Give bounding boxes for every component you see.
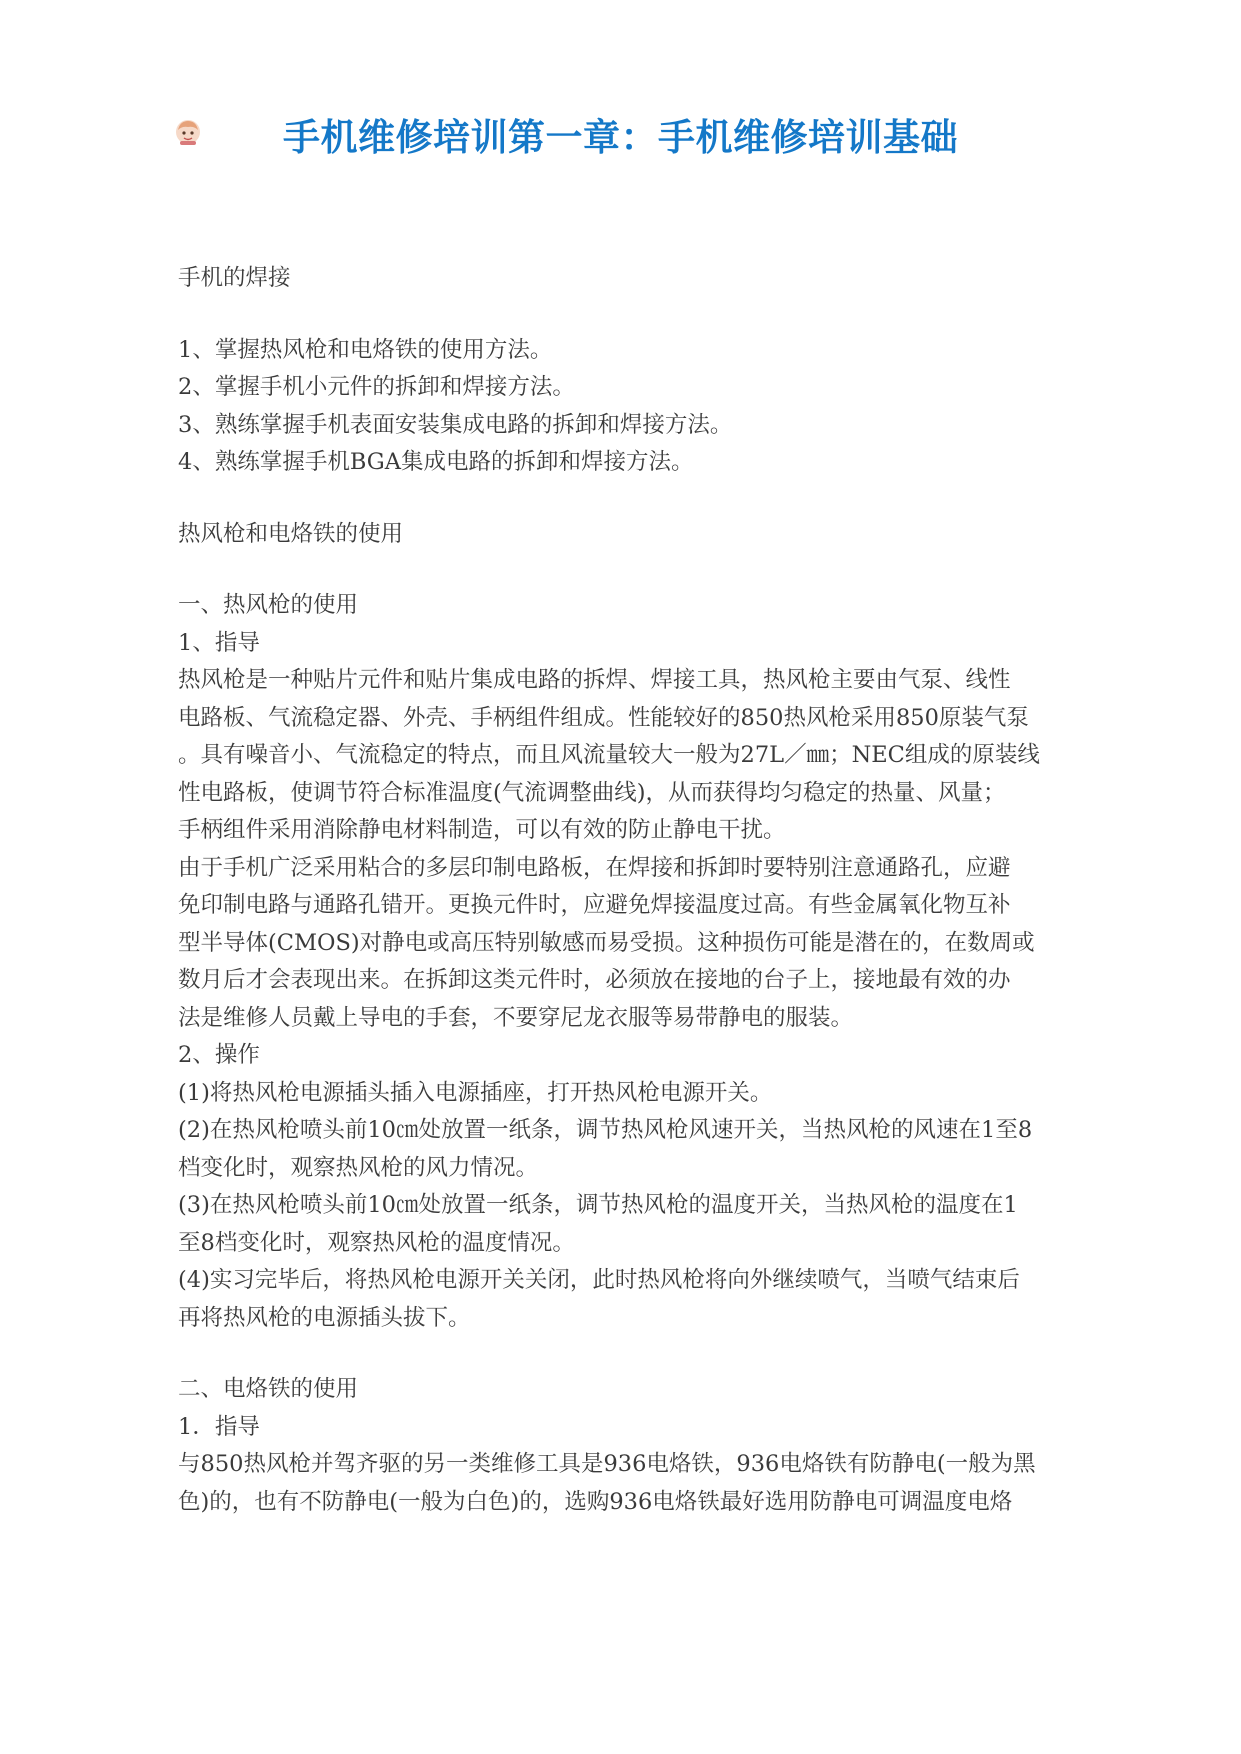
text-line: 数月后才会表现出来。在拆卸这类元件时，必须放在接地的台子上，接地最有效的办 (178, 967, 1011, 993)
paragraph-gap (178, 298, 1113, 332)
text-line: 色)的，也有不防静电(一般为白色)的，选购936电烙铁最好选用防静电可调温度电烙 (178, 1488, 1013, 1515)
text-line: 电路板、气流稳定器、外壳、手柄组件组成。性能较好的850热风枪采用850原装气泵 (178, 704, 1029, 731)
text-line: 一、热风枪的使用 (178, 592, 359, 618)
text-line: 由于手机广泛采用粘合的多层印制电路板，在焊接和拆卸时要特别注意通路孔，应避 (178, 854, 1011, 881)
text-line: 性电路板，使调节符合标准温度(气流调整曲线)，从而获得均匀稳定的热量、风量； (178, 779, 1006, 806)
text-line: 型半导体(CMOS)对静电或高压特别敏感而易受损。这种损伤可能是潜在的，在数周或 (178, 929, 1035, 956)
text-line: 。具有噪音小、气流稳定的特点，而且风流量较大一般为27L／㎜；NEC组成的原装线 (178, 742, 1040, 768)
text-line: 热风枪和电烙铁的使用 (178, 520, 404, 547)
text-line: 手机的焊接 (178, 265, 291, 291)
page-title: 手机维修培训第一章：手机维修培训基础 (283, 115, 958, 159)
text-line: 与850热风枪并驾齐驱的另一类维修工具是936电烙铁，936电烙铁有防静电(一般为黑 (178, 1451, 1036, 1477)
text-line: 1．指导 (178, 1413, 260, 1440)
text-line: (3)在热风枪喷头前10㎝处放置一纸条，调节热风枪的温度开关，当热风枪的温度在1 (178, 1192, 1018, 1218)
title-row (0, 112, 1241, 172)
text-line: 再将热风枪的电源插头拔下。 (178, 1304, 471, 1331)
text-line: (2)在热风枪喷头前10㎝处放置一纸条，调节热风枪风速开关，当热风枪的风速在1至8 (178, 1117, 1033, 1143)
text-line: 2、操作 (178, 1042, 260, 1068)
text-line: 至8档变化时，观察热风枪的温度情况。 (178, 1229, 575, 1256)
text-line: 手柄组件采用消除静电材料制造，可以有效的防止静电干扰。 (178, 817, 786, 843)
text-line: 4、熟练掌握手机BGA集成电路的拆卸和焊接方法。 (178, 449, 694, 475)
text-line: 档变化时，观察热风枪的风力情况。 (178, 1154, 539, 1181)
text-line: (4)实习完毕后，将热风枪电源开关关闭，此时热风枪将向外继续喷气，当喷气结束后 (178, 1267, 1020, 1293)
text-line: (1)将热风枪电源插头插入电源插座，打开热风枪电源开关。 (178, 1079, 773, 1106)
paragraph-gap (178, 553, 1113, 587)
paragraph-gap (178, 482, 1113, 516)
text-line: 二、电烙铁的使用 (178, 1376, 359, 1402)
text-line: 1、掌握热风枪和电烙铁的使用方法。 (178, 336, 553, 363)
text-line: 1、指导 (178, 629, 260, 656)
text-line: 免印制电路与通路孔错开。更换元件时，应避免焊接温度过高。有些金属氧化物互补 (178, 892, 1011, 918)
text-line: 法是维修人员戴上导电的手套，不要穿尼龙衣服等易带静电的服装。 (178, 1004, 854, 1031)
paragraph-gap (178, 1337, 1113, 1371)
text-line: 2、掌握手机小元件的拆卸和焊接方法。 (178, 374, 575, 400)
document-body (178, 260, 1113, 1521)
text-line: 热风枪是一种贴片元件和贴片集成电路的拆焊、焊接工具，热风枪主要由气泵、线性 (178, 667, 1011, 693)
text-line: 3、熟练掌握手机表面安装集成电路的拆卸和焊接方法。 (178, 411, 733, 438)
